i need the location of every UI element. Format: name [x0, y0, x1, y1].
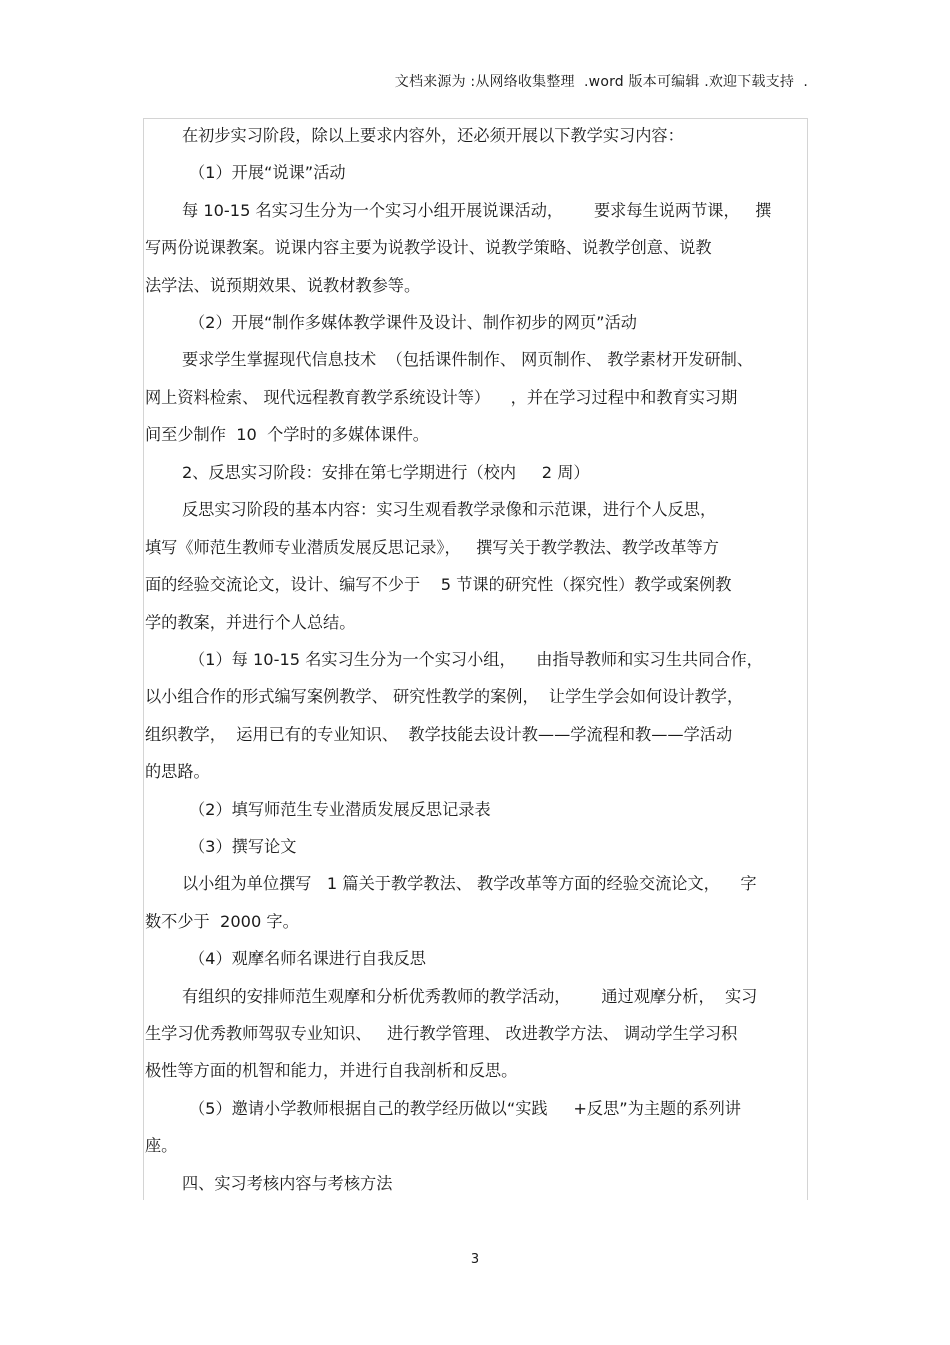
text-line: 以小组为单位撰写 1 篇关于教学教法、 教学改革等方面的经验交流论文， 字	[182, 874, 757, 893]
text-line: 填写《师范生教师专业潜质发展反思记录》， 撰写关于教学教法、教学改革等方	[145, 538, 719, 557]
text-line: （5）邀请小学教师根据自己的教学经历做以“实践 +反思”为主题的系列讲	[189, 1099, 741, 1118]
text-line: （4）观摩名师名课进行自我反思	[189, 949, 426, 968]
text-line: 在初步实习阶段，除以上要求内容外，还必须开展以下教学实习内容：	[182, 126, 684, 145]
text-line: 反思实习阶段的基本内容：实习生观看教学录像和示范课，进行个人反思，	[182, 500, 717, 519]
text-line: 极性等方面的机智和能力，并进行自我剖析和反思。	[145, 1061, 518, 1080]
text-line: 2、反思实习阶段：安排在第七学期进行（校内 2 周）	[182, 463, 590, 482]
text-line: 学的教案，并进行个人总结。	[145, 613, 356, 632]
text-line: 以小组合作的形式编写案例教学、 研究性教学的案例， 让学生学会如何设计教学，	[145, 687, 744, 706]
text-line: 的思路。	[145, 762, 210, 781]
page-number: 3	[470, 1252, 480, 1267]
text-line: 要求学生掌握现代信息技术 （包括课件制作、 网页制作、 教学素材开发研制、	[182, 350, 753, 369]
text-line: （3）撰写论文	[189, 837, 297, 856]
text-line: 写两份说课教案。说课内容主要为说教学设计、说教学策略、说教学创意、说教	[145, 238, 712, 257]
text-line: （1）每 10-15 名实习生分为一个实习小组， 由指导教师和实习生共同合作，	[189, 650, 763, 669]
text-line: 间至少制作 10 个学时的多媒体课件。	[145, 425, 429, 444]
section-heading: 四、实习考核内容与考核方法	[182, 1174, 393, 1193]
text-line: （2）填写师范生专业潜质发展反思记录表	[189, 800, 491, 819]
text-line: 网上资料检索、 现代远程教育教学系统设计等） ，并在学习过程中和教育实习期	[145, 388, 738, 407]
text-line: 每 10-15 名实习生分为一个实习小组开展说课活动， 要求每生说两节课， 撰	[182, 201, 772, 220]
text-line: 有组织的安排师范生观摩和分析优秀教师的教学活动， 通过观摩分析， 实习	[182, 987, 758, 1006]
text-line: 座。	[145, 1136, 178, 1155]
text-line: 面的经验交流论文，设计、编写不少于 5 节课的研究性（探究性）教学或案例教	[145, 575, 732, 594]
page-header: 文档来源为 :从网络收集整理 .word 版本可编辑 .欢迎下载支持 .	[394, 74, 808, 90]
text-line: 数不少于 2000 字。	[145, 912, 299, 931]
text-line: （1）开展“说课”活动	[189, 163, 346, 182]
text-line: 法学法、说预期效果、说教材教参等。	[145, 276, 421, 295]
text-line: 生学习优秀教师驾驭专业知识、 进行教学管理、 改进教学方法、 调动学生学习积	[145, 1024, 738, 1043]
text-line: （2）开展“制作多媒体教学课件及设计、制作初步的网页”活动	[189, 313, 637, 332]
text-line: 组织教学， 运用已有的专业知识、 教学技能去设计教——学流程和教——学活动	[145, 725, 733, 744]
